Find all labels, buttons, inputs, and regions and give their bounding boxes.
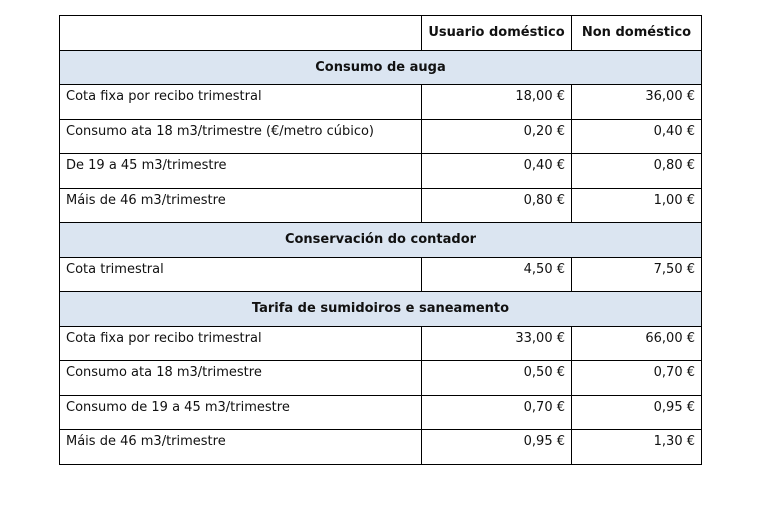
- header-row: [60, 16, 702, 51]
- table-row: [60, 257, 702, 292]
- header-non-domestic: Non doméstico: [572, 16, 702, 51]
- row-label: Consumo ata 18 m3/trimestre (€/metro cúbico): [60, 119, 422, 154]
- tariff-table-body: [60, 16, 702, 465]
- section-row: [60, 292, 702, 327]
- domestic-price: 0,20 €: [422, 119, 572, 154]
- table-row: [60, 430, 702, 465]
- table-row: [60, 395, 702, 430]
- row-label: Cota fixa por recibo trimestral: [60, 85, 422, 120]
- table-row: [60, 154, 702, 189]
- non-domestic-price: 0,70 €: [572, 361, 702, 396]
- table-row: [60, 326, 702, 361]
- non-domestic-price: 1,00 €: [572, 188, 702, 223]
- non-domestic-price: 36,00 €: [572, 85, 702, 120]
- row-label: Cota fixa por recibo trimestral: [60, 326, 422, 361]
- non-domestic-price: 0,40 €: [572, 119, 702, 154]
- section-row: [60, 50, 702, 85]
- section-row: [60, 223, 702, 258]
- table-row: [60, 188, 702, 223]
- section-title: Conservación do contador: [60, 223, 702, 258]
- row-label: Cota trimestral: [60, 257, 422, 292]
- tariff-table: [59, 15, 702, 465]
- domestic-price: 33,00 €: [422, 326, 572, 361]
- non-domestic-price: 1,30 €: [572, 430, 702, 465]
- non-domestic-price: 0,95 €: [572, 395, 702, 430]
- header-domestic: Usuario doméstico: [422, 16, 572, 51]
- section-title: Tarifa de sumidoiros e saneamento: [60, 292, 702, 327]
- domestic-price: 0,40 €: [422, 154, 572, 189]
- row-label: Máis de 46 m3/trimestre: [60, 430, 422, 465]
- non-domestic-price: 7,50 €: [572, 257, 702, 292]
- domestic-price: 0,50 €: [422, 361, 572, 396]
- domestic-price: 0,70 €: [422, 395, 572, 430]
- row-label: De 19 a 45 m3/trimestre: [60, 154, 422, 189]
- row-label: Máis de 46 m3/trimestre: [60, 188, 422, 223]
- domestic-price: 18,00 €: [422, 85, 572, 120]
- non-domestic-price: 0,80 €: [572, 154, 702, 189]
- domestic-price: 4,50 €: [422, 257, 572, 292]
- section-title: Consumo de auga: [60, 50, 702, 85]
- domestic-price: 0,80 €: [422, 188, 572, 223]
- table-row: [60, 119, 702, 154]
- domestic-price: 0,95 €: [422, 430, 572, 465]
- header-empty-cell: [60, 16, 422, 51]
- row-label: Consumo ata 18 m3/trimestre: [60, 361, 422, 396]
- non-domestic-price: 66,00 €: [572, 326, 702, 361]
- row-label: Consumo de 19 a 45 m3/trimestre: [60, 395, 422, 430]
- table-row: [60, 361, 702, 396]
- table-row: [60, 85, 702, 120]
